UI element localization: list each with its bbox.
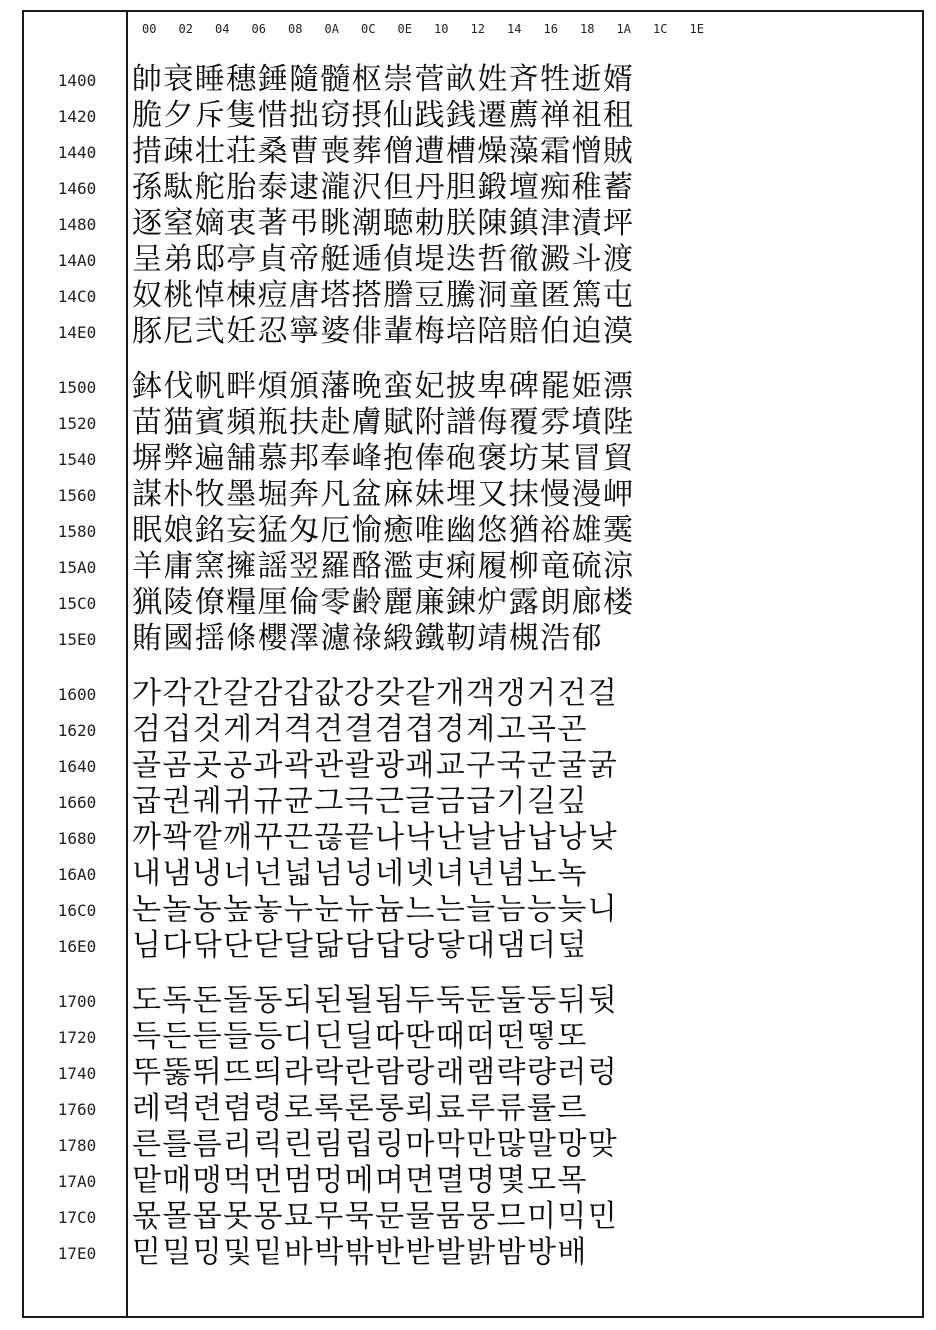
row-code-label: 1740	[57, 1064, 97, 1083]
column-header: 0E	[397, 22, 412, 36]
table-row	[24, 856, 904, 892]
row-characters: 굽권궤귀규균그극근글금급기길깊	[132, 784, 588, 819]
row-characters: 鉢伐帆畔煩頒藩晩蛮妃披卑碑罷姫漂	[132, 369, 635, 404]
table-row	[24, 585, 904, 621]
row-code-label: 1560	[57, 486, 97, 505]
column-header: 1C	[653, 22, 668, 36]
row-characters: 孫駄舵胎泰逮瀧沢但丹胆鍛壇痴稚蓄	[132, 170, 635, 205]
table-row	[24, 98, 904, 134]
column-header: 10	[434, 22, 449, 36]
row-characters: 羊庸窯擁謡翌羅酪濫吏痢履柳竜硫涼	[132, 549, 635, 584]
row-characters: 奴桃悼棟痘唐塔搭謄豆騰洞童匿篤屯	[132, 278, 635, 313]
table-row	[24, 892, 904, 928]
row-characters: 脆夕斥隻惜拙窃摂仙践銭遷薦禅祖租	[132, 98, 635, 133]
row-code-label: 14E0	[57, 323, 97, 342]
table-row	[24, 1127, 904, 1163]
column-header: 00	[142, 22, 157, 36]
row-characters: 까꽉깥깨꾸끈끊끝나낙난날남납낭낮	[132, 820, 619, 855]
table-row	[24, 1091, 904, 1127]
table-row	[24, 1055, 904, 1091]
row-code-label: 1520	[57, 414, 97, 433]
table-row	[24, 784, 904, 820]
row-code-label: 1400	[57, 71, 97, 90]
row-code-label: 1540	[57, 450, 97, 469]
row-characters: 帥衰睡穗錘隨髓枢崇菅畝姓斉牲逝婿	[132, 62, 635, 97]
row-code-label: 1420	[57, 107, 97, 126]
row-characters: 措疎壮荘桑曹喪葬僧遭槽燥藻霜憎賊	[132, 134, 635, 169]
row-code-label: 1720	[57, 1028, 97, 1047]
column-header-row	[131, 22, 721, 44]
row-code-label: 14A0	[57, 251, 97, 270]
table-row	[24, 1163, 904, 1199]
column-header: 0A	[324, 22, 339, 36]
column-header: 12	[470, 22, 485, 36]
row-characters: 謀朴牧墨堀奔凡盆麻妹埋又抹慢漫岬	[132, 477, 635, 512]
table-row	[24, 549, 904, 585]
table-row	[24, 712, 904, 748]
table-row	[24, 820, 904, 856]
row-code-label: 16A0	[57, 865, 97, 884]
row-characters: 眠娘銘妄猛匁厄愉癒唯幽悠猶裕雄霙	[132, 513, 635, 548]
row-code-label: 15A0	[57, 558, 97, 577]
row-code-label: 17E0	[57, 1244, 97, 1263]
row-code-label: 1480	[57, 215, 97, 234]
column-header: 02	[178, 22, 193, 36]
row-code-label: 1640	[57, 757, 97, 776]
row-characters: 맡매맹먹먼멈멍메며면멸명몇모목	[132, 1163, 588, 1198]
row-code-label: 1580	[57, 522, 97, 541]
row-characters: 塀弊遍舗慕邦奉峰抱俸砲褒坊某冒貿	[132, 441, 635, 476]
row-characters: 猟陵僚糧厘倫零齢麗廉錬炉露朗廊楼	[132, 585, 635, 620]
row-characters: 내냄냉너넌넓넘넝네넷녀년념노녹	[132, 856, 588, 891]
row-characters: 呈弟邸亭貞帝艇逓偵堤迭哲徹澱斗渡	[132, 242, 635, 277]
row-code-label: 1600	[57, 685, 97, 704]
table-row	[24, 748, 904, 784]
table-row	[24, 1199, 904, 1235]
row-characters: 른를름리릭린림립링마막만많말망맞	[132, 1127, 619, 1162]
row-code-label: 1780	[57, 1136, 97, 1155]
row-code-label: 1460	[57, 179, 97, 198]
row-code-label: 1620	[57, 721, 97, 740]
row-code-label: 1660	[57, 793, 97, 812]
table-row	[24, 441, 904, 477]
table-row	[24, 621, 904, 657]
row-characters: 득든듣들등디딘딜따딴때떠떤떻또	[132, 1019, 588, 1054]
row-code-label: 1760	[57, 1100, 97, 1119]
row-code-label: 17A0	[57, 1172, 97, 1191]
row-characters: 골곰곳공과곽관괄광괘교구국군굴굵	[132, 748, 619, 783]
row-code-label: 15C0	[57, 594, 97, 613]
row-characters: 賄國揺條櫻澤濾祿緞鐵靭靖槻浩郁	[132, 621, 603, 656]
column-header: 1A	[616, 22, 631, 36]
row-code-label: 16E0	[57, 937, 97, 956]
table-row	[24, 369, 904, 405]
row-characters: 뚜뚫뛰뜨띄라락란람랑래램략량러렁	[132, 1055, 619, 1090]
column-header: 08	[288, 22, 303, 36]
column-header: 06	[251, 22, 266, 36]
table-row	[24, 1235, 904, 1271]
row-characters: 믿밀밍및밑바박밖반받발밝밤방배	[132, 1235, 588, 1270]
row-code-label: 17C0	[57, 1208, 97, 1227]
row-code-label: 1500	[57, 378, 97, 397]
row-code-label: 1700	[57, 992, 97, 1011]
table-row	[24, 513, 904, 549]
row-code-label: 15E0	[57, 630, 97, 649]
row-characters: 豚尼弐妊忍寧婆俳輩梅培陪賠伯迫漠	[132, 314, 635, 349]
table-row	[24, 278, 904, 314]
column-header: 0C	[361, 22, 376, 36]
table-row	[24, 242, 904, 278]
row-characters: 몫몰몹못몽묘무묵문물뭄뭉므미믹민	[132, 1199, 619, 1234]
row-characters: 가각간갈감갑값강갖같개객갱거건걸	[132, 676, 619, 711]
column-header: 04	[215, 22, 230, 36]
table-row	[24, 134, 904, 170]
column-header: 16	[543, 22, 558, 36]
column-header: 1E	[689, 22, 704, 36]
column-header: 18	[580, 22, 595, 36]
row-characters: 님다닦단닫달닮담답당닿대댐더덮	[132, 928, 588, 963]
row-characters: 논놀농높놓누눈뉴늄느는늘늠능늦니	[132, 892, 619, 927]
row-characters: 逐窒嫡衷著弔眺潮聴勅朕陳鎮津漬坪	[132, 206, 635, 241]
table-row	[24, 170, 904, 206]
table-row	[24, 983, 904, 1019]
row-code-label: 1680	[57, 829, 97, 848]
column-header: 14	[507, 22, 522, 36]
table-row	[24, 314, 904, 350]
row-code-label: 16C0	[57, 901, 97, 920]
table-row	[24, 676, 904, 712]
row-characters: 도독돈돌동되된될됨두둑둔둘둥뒤뒷	[132, 983, 619, 1018]
table-row	[24, 62, 904, 98]
table-row	[24, 477, 904, 513]
row-characters: 검겁것게겨격견결겸겹경계고곡곤	[132, 712, 588, 747]
row-characters: 레력련렴령로록론롱뢰료루류률르	[132, 1091, 588, 1126]
table-row	[24, 405, 904, 441]
row-code-label: 1440	[57, 143, 97, 162]
table-row	[24, 928, 904, 964]
row-code-label: 14C0	[57, 287, 97, 306]
table-row	[24, 1019, 904, 1055]
table-row	[24, 206, 904, 242]
row-characters: 苗猫賓頻瓶扶赴膚賦附譜侮覆雰墳陛	[132, 405, 635, 440]
